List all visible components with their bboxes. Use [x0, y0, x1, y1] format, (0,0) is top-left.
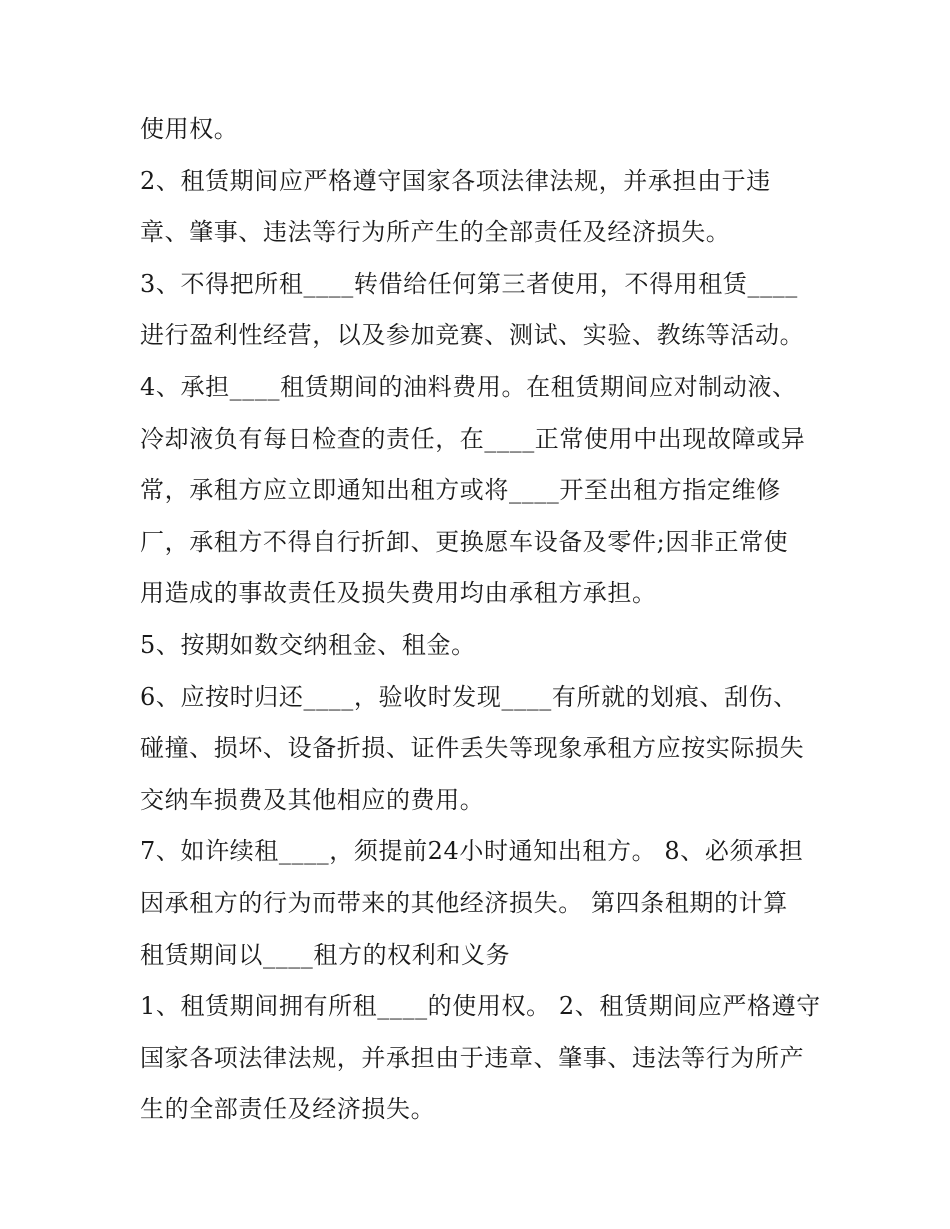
document-body	[140, 104, 840, 1136]
text-line: 进行盈利性经营，以及参加竞赛、测试、实验、教练等活动。	[140, 321, 805, 350]
text-line: 生的全部责任及经济损失。	[140, 1095, 436, 1124]
text-line: 用造成的事故责任及损失费用均由承租方承担。	[140, 579, 657, 608]
text-line: 使用权。	[140, 115, 239, 143]
text-line: 租赁期间以____租方的权利和义务	[140, 940, 511, 969]
text-line: 碰撞、损坏、设备折损、证件丢失等现象承租方应按实际损失	[140, 734, 805, 763]
text-line: 冷却液负有每日检查的责任，在____正常使用中出现故障或异	[140, 424, 806, 453]
text-line: 厂，承租方不得自行折卸、更换愿车设备及零件;因非正常使	[140, 527, 789, 556]
text-line: 3、不得把所租____转借给任何第三者使用，不得用租赁____	[140, 269, 798, 298]
text-line: 交纳车损费及其他相应的费用。	[140, 785, 485, 814]
text-line: 4、承担____租赁期间的油料费用。在租赁期间应对制动液、	[140, 372, 797, 401]
text-line: 因承租方的行为而带来的其他经济损失。 第四条租期的计算	[140, 888, 788, 917]
text-line: 常，承租方应立即通知出租方或将____开至出租方指定维修	[140, 476, 781, 505]
text-line: 6、应按时归还____，验收时发现____有所就的划痕、刮伤、	[140, 682, 798, 711]
text-line: 5、按期如数交纳租金、租金。	[140, 630, 476, 659]
text-line: 国家各项法律法规，并承担由于违章、肇事、违法等行为所产	[140, 1043, 805, 1072]
text-line: 7、如许续租____，须提前24小时通知出租方。 8、必须承担	[140, 837, 804, 866]
text-line: 1、租赁期间拥有所租____的使用权。 2、租赁期间应严格遵守	[140, 992, 821, 1021]
text-line: 2、租赁期间应严格遵守国家各项法律法规，并承担由于违	[140, 166, 771, 195]
text-line: 章、肇事、违法等行为所产生的全部责任及经济损失。	[140, 218, 731, 247]
